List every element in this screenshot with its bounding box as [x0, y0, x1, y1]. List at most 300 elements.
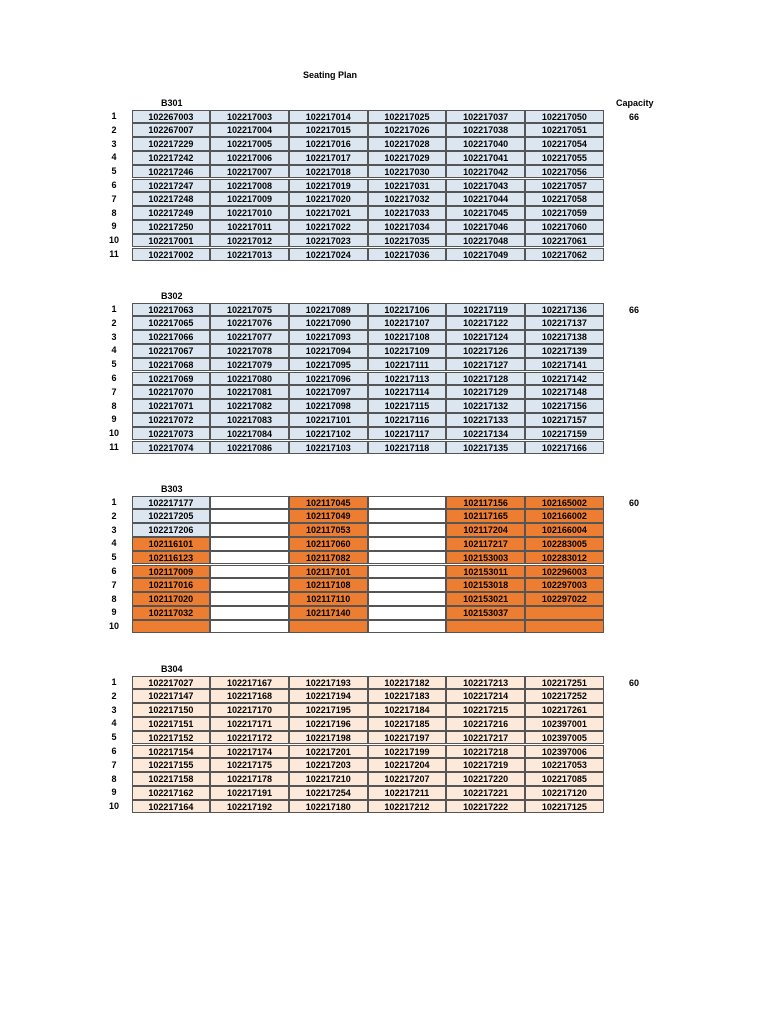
seat-cell: 102217109	[368, 344, 447, 358]
table-row	[0, 179, 768, 193]
seat-cell: 102217132	[446, 399, 525, 413]
row-number: 5	[111, 732, 117, 743]
seat-cell: 102217155	[132, 758, 211, 772]
table-row	[0, 248, 768, 262]
seat-cell: 102217003	[210, 110, 289, 124]
seat-cell: 102217139	[525, 344, 604, 358]
seat-cell: 102217249	[132, 206, 211, 220]
table-row	[0, 138, 768, 152]
seat-cell: 102217254	[289, 786, 368, 800]
seat-cell: 102217216	[446, 717, 525, 731]
row-number: 7	[111, 386, 117, 397]
seat-cell: 102117053	[289, 523, 368, 537]
seat-cell: 102217250	[132, 220, 211, 234]
seat-cell: 102217246	[132, 165, 211, 179]
seat-cell: 102117009	[132, 565, 211, 579]
table-row	[0, 524, 768, 538]
table-row	[0, 537, 768, 551]
seat-cell: 102117204	[446, 523, 525, 537]
seat-cell: 102217035	[368, 234, 447, 248]
seat-cell: 102217031	[368, 179, 447, 193]
seat-cell: 102217135	[446, 441, 525, 455]
seat-cell: 102217119	[446, 303, 525, 317]
table-row	[0, 358, 768, 372]
seat-cell: 102217159	[525, 427, 604, 441]
row-number: 8	[111, 593, 117, 604]
room-name: B301	[161, 98, 183, 108]
seat-cell: 102217211	[368, 786, 447, 800]
seat-cell: 102217214	[446, 689, 525, 703]
row-number: 9	[111, 414, 117, 425]
seat-cell: 102217129	[446, 385, 525, 399]
table-row	[0, 704, 768, 718]
room-capacity: 60	[629, 678, 640, 688]
seat-cell: 102217042	[446, 165, 525, 179]
seat-cell: 102217056	[525, 165, 604, 179]
seat-cell: 102217017	[289, 151, 368, 165]
seat-cell: 102117165	[446, 509, 525, 523]
table-row	[0, 331, 768, 345]
seat-cell: 102217098	[289, 399, 368, 413]
table-row	[0, 413, 768, 427]
seat-cell: 102217080	[210, 372, 289, 386]
table-row	[0, 759, 768, 773]
seat-cell: 102217054	[525, 137, 604, 151]
seat-cell: 102217170	[210, 703, 289, 717]
seat-cell: 102217252	[525, 689, 604, 703]
seat-cell: 102217015	[289, 123, 368, 137]
seat-cell: 102217086	[210, 441, 289, 455]
table-row	[0, 207, 768, 221]
seat-cell: 102217128	[446, 372, 525, 386]
table-row	[0, 496, 768, 510]
row-number: 1	[111, 497, 117, 507]
seat-cell: 102217215	[446, 703, 525, 717]
seat-cell: 102217020	[289, 192, 368, 206]
seat-cell	[210, 509, 289, 523]
row-number: 11	[109, 249, 119, 259]
seat-cell: 102217075	[210, 303, 289, 317]
seat-cell: 102217196	[289, 717, 368, 731]
seat-cell: 102153021	[446, 592, 525, 606]
seat-cell	[210, 551, 289, 565]
room-name: B304	[161, 664, 183, 674]
seat-cell: 102217180	[289, 800, 368, 814]
row-number: 7	[111, 579, 117, 590]
seat-cell: 102166004	[525, 523, 604, 537]
seat-cell: 102217115	[368, 399, 447, 413]
seat-cell: 102153003	[446, 551, 525, 565]
seat-cell: 102217137	[525, 316, 604, 330]
page-title: Seating Plan	[303, 70, 358, 80]
seat-cell	[368, 578, 447, 592]
seat-cell: 102217012	[210, 234, 289, 248]
seat-cell: 102217150	[132, 703, 211, 717]
seat-cell: 102267003	[132, 110, 211, 124]
seat-cell: 102217005	[210, 137, 289, 151]
seat-cell: 102397005	[525, 731, 604, 745]
seat-cell: 102117032	[132, 606, 211, 620]
seat-cell: 102117156	[446, 496, 525, 510]
seat-cell: 102217213	[446, 676, 525, 690]
seat-cell	[210, 565, 289, 579]
seat-cell	[210, 606, 289, 620]
seat-cell: 102217203	[289, 758, 368, 772]
seat-cell: 102397006	[525, 745, 604, 759]
seat-cell: 102217204	[368, 758, 447, 772]
seat-cell	[210, 523, 289, 537]
seat-cell: 102217183	[368, 689, 447, 703]
seat-cell: 102217065	[132, 316, 211, 330]
seat-cell: 102296003	[525, 565, 604, 579]
seat-cell: 102217251	[525, 676, 604, 690]
seat-cell: 102217107	[368, 316, 447, 330]
seat-cell: 102217078	[210, 344, 289, 358]
seat-cell: 102217108	[368, 330, 447, 344]
seat-cell: 102217124	[446, 330, 525, 344]
table-row	[0, 441, 768, 455]
table-row	[0, 124, 768, 138]
seat-cell	[525, 620, 604, 634]
seat-cell: 102217156	[525, 399, 604, 413]
seat-cell: 102217114	[368, 385, 447, 399]
seat-cell: 102217111	[368, 358, 447, 372]
seat-cell	[210, 592, 289, 606]
seat-cell: 102297022	[525, 592, 604, 606]
seat-cell: 102117217	[446, 537, 525, 551]
row-number: 1	[111, 111, 117, 121]
seat-cell: 102217194	[289, 689, 368, 703]
seat-cell: 102117108	[289, 578, 368, 592]
table-row	[0, 745, 768, 759]
seat-cell: 102217033	[368, 206, 447, 220]
seat-cell	[210, 537, 289, 551]
seat-cell	[368, 496, 447, 510]
seat-cell	[210, 578, 289, 592]
table-row	[0, 565, 768, 579]
table-row	[0, 234, 768, 248]
seat-cell: 102117060	[289, 537, 368, 551]
seat-cell: 102217247	[132, 179, 211, 193]
seat-cell: 102217063	[132, 303, 211, 317]
row-number: 1	[111, 304, 117, 314]
row-number: 5	[111, 359, 117, 370]
row-number: 2	[111, 690, 117, 701]
seat-cell	[525, 606, 604, 620]
table-row	[0, 427, 768, 441]
seat-cell: 102217174	[210, 745, 289, 759]
seat-cell: 102217048	[446, 234, 525, 248]
seat-cell: 102217206	[132, 523, 211, 537]
seat-cell: 102217152	[132, 731, 211, 745]
seat-cell: 102217032	[368, 192, 447, 206]
seat-cell: 102217058	[525, 192, 604, 206]
table-row	[0, 151, 768, 165]
seat-cell: 102217093	[289, 330, 368, 344]
row-number: 4	[111, 152, 117, 163]
seat-cell: 102217061	[525, 234, 604, 248]
table-row	[0, 606, 768, 620]
seat-cell: 102217043	[446, 179, 525, 193]
table-row	[0, 620, 768, 634]
seat-cell: 102217212	[368, 800, 447, 814]
table-row	[0, 690, 768, 704]
seat-cell: 102217147	[132, 689, 211, 703]
seat-cell: 102217053	[525, 758, 604, 772]
row-number: 3	[111, 524, 117, 535]
seat-cell: 102217028	[368, 137, 447, 151]
table-row	[0, 510, 768, 524]
seat-cell: 102153011	[446, 565, 525, 579]
table-row	[0, 344, 768, 358]
room-name: B303	[161, 484, 183, 494]
room-name: B302	[161, 291, 183, 301]
seat-cell: 102217096	[289, 372, 368, 386]
seat-cell: 102217118	[368, 441, 447, 455]
seat-cell: 102217207	[368, 772, 447, 786]
seat-cell: 102217085	[525, 772, 604, 786]
seat-cell: 102217185	[368, 717, 447, 731]
seat-cell: 102217205	[132, 509, 211, 523]
row-number: 10	[108, 621, 119, 632]
seat-cell: 102217193	[289, 676, 368, 690]
seat-cell: 102217016	[289, 137, 368, 151]
seat-cell: 102217136	[525, 303, 604, 317]
seat-cell: 102217138	[525, 330, 604, 344]
seat-cell: 102217095	[289, 358, 368, 372]
seat-cell: 102117016	[132, 578, 211, 592]
seat-cell: 102217116	[368, 413, 447, 427]
seat-cell: 102217101	[289, 413, 368, 427]
table-row	[0, 786, 768, 800]
seat-cell: 102217050	[525, 110, 604, 124]
table-row	[0, 400, 768, 414]
row-number: 7	[111, 193, 117, 204]
seat-cell: 102217201	[289, 745, 368, 759]
seat-cell: 102217072	[132, 413, 211, 427]
row-number: 10	[108, 801, 119, 812]
seat-cell: 102217062	[525, 248, 604, 262]
seat-cell: 102217046	[446, 220, 525, 234]
seat-cell	[368, 592, 447, 606]
seat-cell: 102217125	[525, 800, 604, 814]
seat-cell: 102217177	[132, 496, 211, 510]
seat-cell: 102217007	[210, 165, 289, 179]
seat-cell: 102217013	[210, 248, 289, 262]
table-row	[0, 386, 768, 400]
seat-cell: 102217184	[368, 703, 447, 717]
seat-cell: 102217011	[210, 220, 289, 234]
seat-cell: 102116101	[132, 537, 211, 551]
row-number: 3	[111, 138, 117, 149]
table-row	[0, 193, 768, 207]
seat-cell: 102217248	[132, 192, 211, 206]
row-number: 5	[111, 166, 117, 177]
seat-cell: 102217192	[210, 800, 289, 814]
seat-cell: 102217164	[132, 800, 211, 814]
row-number: 4	[111, 718, 117, 729]
row-number: 9	[111, 787, 117, 798]
table-row	[0, 773, 768, 787]
seat-cell: 102217182	[368, 676, 447, 690]
seat-cell: 102217133	[446, 413, 525, 427]
seat-cell: 102217060	[525, 220, 604, 234]
row-number: 2	[111, 317, 117, 328]
seat-cell: 102217210	[289, 772, 368, 786]
seat-cell: 102117110	[289, 592, 368, 606]
seat-cell: 102217040	[446, 137, 525, 151]
row-number: 2	[111, 510, 117, 521]
seat-cell: 102217036	[368, 248, 447, 262]
seat-cell: 102397001	[525, 717, 604, 731]
seat-cell	[368, 509, 447, 523]
row-number: 8	[111, 400, 117, 411]
table-row	[0, 579, 768, 593]
seat-cell: 102217158	[132, 772, 211, 786]
seat-cell: 102217217	[446, 731, 525, 745]
seat-cell: 102217049	[446, 248, 525, 262]
seat-cell	[210, 496, 289, 510]
seat-cell: 102217141	[525, 358, 604, 372]
table-row	[0, 593, 768, 607]
seat-cell	[368, 620, 447, 634]
seat-cell: 102217018	[289, 165, 368, 179]
seat-cell: 102217097	[289, 385, 368, 399]
row-number: 3	[111, 704, 117, 715]
seat-cell: 102217025	[368, 110, 447, 124]
row-number: 8	[111, 773, 117, 784]
table-row	[0, 717, 768, 731]
row-number: 6	[111, 373, 117, 383]
seat-cell	[368, 565, 447, 579]
seat-cell: 102166002	[525, 509, 604, 523]
seat-cell	[132, 620, 211, 634]
seat-cell: 102217195	[289, 703, 368, 717]
table-row	[0, 317, 768, 331]
seat-cell: 102217083	[210, 413, 289, 427]
seat-cell: 102217076	[210, 316, 289, 330]
seat-cell: 102217218	[446, 745, 525, 759]
seat-cell: 102217168	[210, 689, 289, 703]
seat-cell: 102217084	[210, 427, 289, 441]
row-number: 9	[111, 221, 117, 232]
seat-cell	[368, 606, 447, 620]
row-number: 6	[111, 566, 117, 576]
seat-cell: 102217041	[446, 151, 525, 165]
seat-cell: 102217102	[289, 427, 368, 441]
seat-cell: 102217221	[446, 786, 525, 800]
seat-cell: 102217071	[132, 399, 211, 413]
seat-cell: 102217113	[368, 372, 447, 386]
row-number: 4	[111, 538, 117, 549]
row-number: 2	[111, 124, 117, 135]
seat-cell: 102217222	[446, 800, 525, 814]
seat-cell: 102217154	[132, 745, 211, 759]
seat-cell: 102217094	[289, 344, 368, 358]
seat-cell: 102217166	[525, 441, 604, 455]
seat-cell: 102217057	[525, 179, 604, 193]
seat-cell: 102217242	[132, 151, 211, 165]
seat-cell: 102217079	[210, 358, 289, 372]
seat-cell: 102217019	[289, 179, 368, 193]
seat-cell: 102283005	[525, 537, 604, 551]
seat-cell: 102217162	[132, 786, 211, 800]
seat-cell: 102217197	[368, 731, 447, 745]
seat-cell: 102217069	[132, 372, 211, 386]
seat-cell: 102217009	[210, 192, 289, 206]
row-number: 7	[111, 759, 117, 770]
capacity-label: Capacity	[616, 98, 654, 108]
seat-cell	[210, 620, 289, 634]
seat-cell	[446, 620, 525, 634]
seat-cell: 102217068	[132, 358, 211, 372]
seat-cell: 102217073	[132, 427, 211, 441]
seat-cell: 102217059	[525, 206, 604, 220]
seat-cell: 102117020	[132, 592, 211, 606]
seat-cell: 102117140	[289, 606, 368, 620]
seat-cell: 102217066	[132, 330, 211, 344]
seat-cell: 102117101	[289, 565, 368, 579]
seat-cell: 102217070	[132, 385, 211, 399]
room-capacity: 66	[629, 112, 640, 122]
room-capacity: 66	[629, 305, 640, 315]
seat-cell: 102217127	[446, 358, 525, 372]
seat-cell: 102217261	[525, 703, 604, 717]
row-number: 8	[111, 207, 117, 218]
seat-cell: 102217002	[132, 248, 211, 262]
row-number: 6	[111, 746, 117, 756]
seat-cell: 102217004	[210, 123, 289, 137]
seat-cell: 102217134	[446, 427, 525, 441]
seat-cell: 102217103	[289, 441, 368, 455]
seat-cell: 102217122	[446, 316, 525, 330]
seat-cell: 102297003	[525, 578, 604, 592]
seat-cell: 102116123	[132, 551, 211, 565]
seat-cell: 102217090	[289, 316, 368, 330]
table-row	[0, 220, 768, 234]
room-capacity: 60	[629, 498, 640, 508]
row-number: 1	[111, 677, 117, 687]
seat-cell: 102217219	[446, 758, 525, 772]
seat-cell: 102217120	[525, 786, 604, 800]
seat-cell: 102217106	[368, 303, 447, 317]
seat-cell: 102217198	[289, 731, 368, 745]
seat-cell: 102217199	[368, 745, 447, 759]
seat-cell: 102117045	[289, 496, 368, 510]
seat-cell: 102217023	[289, 234, 368, 248]
seat-cell: 102217229	[132, 137, 211, 151]
row-number: 4	[111, 345, 117, 356]
seat-cell: 102217175	[210, 758, 289, 772]
seat-cell: 102217151	[132, 717, 211, 731]
seat-cell: 102217026	[368, 123, 447, 137]
seat-cell: 102217021	[289, 206, 368, 220]
seat-cell: 102217077	[210, 330, 289, 344]
seat-cell: 102165002	[525, 496, 604, 510]
table-row	[0, 110, 768, 124]
seat-cell: 102117049	[289, 509, 368, 523]
seat-cell: 102217167	[210, 676, 289, 690]
seat-cell	[368, 537, 447, 551]
seat-cell: 102217027	[132, 676, 211, 690]
seat-cell: 102217082	[210, 399, 289, 413]
table-row	[0, 800, 768, 814]
seat-cell: 102217051	[525, 123, 604, 137]
seat-cell: 102217008	[210, 179, 289, 193]
table-row	[0, 372, 768, 386]
seat-cell: 102117082	[289, 551, 368, 565]
row-number: 10	[108, 235, 119, 246]
